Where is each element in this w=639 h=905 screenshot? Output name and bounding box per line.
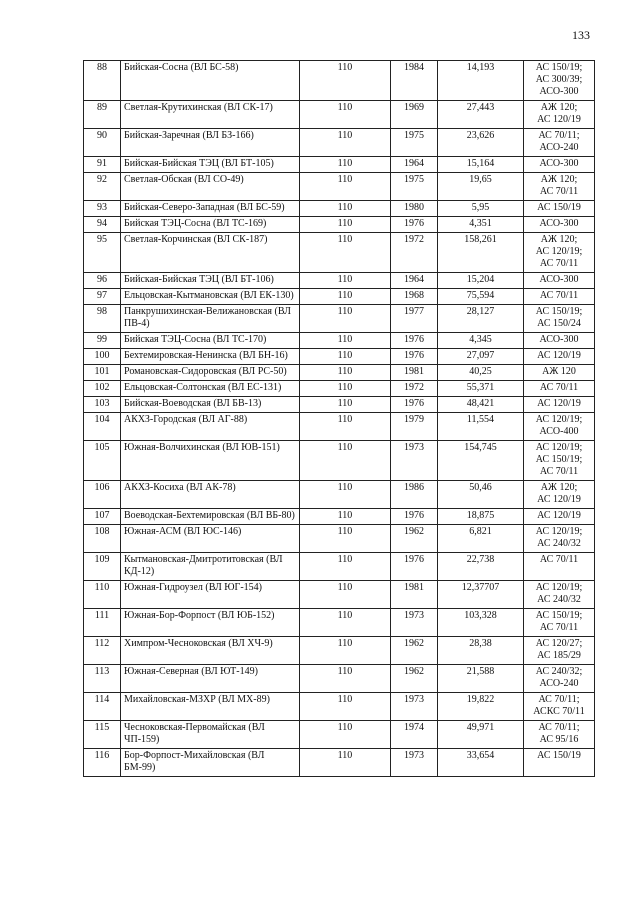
length-cell: 5,95 bbox=[438, 201, 524, 217]
table-row bbox=[84, 157, 595, 173]
voltage-cell: 110 bbox=[300, 525, 391, 553]
wire-type-cell: АЖ 120; АС 70/11 bbox=[524, 173, 595, 201]
year-cell: 1981 bbox=[391, 365, 438, 381]
length-cell: 75,594 bbox=[438, 289, 524, 305]
year-cell: 1974 bbox=[391, 721, 438, 749]
wire-type-cell: АС 70/11 bbox=[524, 381, 595, 397]
year-cell: 1962 bbox=[391, 637, 438, 665]
wire-type-cell: АС 150/19; АС 300/39; АСО-300 bbox=[524, 61, 595, 101]
table-row bbox=[84, 349, 595, 365]
wire-type-cell: АС 120/19; АС 240/32 bbox=[524, 581, 595, 609]
row-number-cell: 114 bbox=[84, 693, 121, 721]
year-cell: 1975 bbox=[391, 173, 438, 201]
length-cell: 103,328 bbox=[438, 609, 524, 637]
row-number-cell: 115 bbox=[84, 721, 121, 749]
wire-type-cell: АС 120/19 bbox=[524, 349, 595, 365]
row-number-cell: 88 bbox=[84, 61, 121, 101]
wire-type-cell: АСО-300 bbox=[524, 217, 595, 233]
length-cell: 11,554 bbox=[438, 413, 524, 441]
wire-type-cell: АС 120/27; АС 185/29 bbox=[524, 637, 595, 665]
year-cell: 1962 bbox=[391, 525, 438, 553]
table-row bbox=[84, 201, 595, 217]
table-row bbox=[84, 609, 595, 637]
line-name-cell: Южная-Волчихинская (ВЛ ЮВ-151) bbox=[121, 441, 300, 481]
voltage-cell: 110 bbox=[300, 609, 391, 637]
year-cell: 1964 bbox=[391, 273, 438, 289]
length-cell: 23,626 bbox=[438, 129, 524, 157]
row-number-cell: 110 bbox=[84, 581, 121, 609]
voltage-cell: 110 bbox=[300, 397, 391, 413]
voltage-cell: 110 bbox=[300, 101, 391, 129]
row-number-cell: 102 bbox=[84, 381, 121, 397]
row-number-cell: 105 bbox=[84, 441, 121, 481]
wire-type-cell: АС 150/19; АС 150/24 bbox=[524, 305, 595, 333]
line-name-cell: Бехтемировская-Ненинска (ВЛ БН-16) bbox=[121, 349, 300, 365]
length-cell: 12,37707 bbox=[438, 581, 524, 609]
year-cell: 1973 bbox=[391, 441, 438, 481]
voltage-cell: 110 bbox=[300, 413, 391, 441]
length-cell: 4,345 bbox=[438, 333, 524, 349]
table-row bbox=[84, 381, 595, 397]
year-cell: 1976 bbox=[391, 509, 438, 525]
line-name-cell: Ельцовская-Кытмановская (ВЛ ЕК-130) bbox=[121, 289, 300, 305]
year-cell: 1964 bbox=[391, 157, 438, 173]
wire-type-cell: АС 120/19 bbox=[524, 509, 595, 525]
year-cell: 1972 bbox=[391, 381, 438, 397]
table-row bbox=[84, 61, 595, 101]
length-cell: 14,193 bbox=[438, 61, 524, 101]
length-cell: 19,822 bbox=[438, 693, 524, 721]
table-row bbox=[84, 441, 595, 481]
row-number-cell: 100 bbox=[84, 349, 121, 365]
year-cell: 1976 bbox=[391, 397, 438, 413]
length-cell: 40,25 bbox=[438, 365, 524, 381]
row-number-cell: 108 bbox=[84, 525, 121, 553]
page-number: 133 bbox=[572, 28, 590, 42]
length-cell: 19,65 bbox=[438, 173, 524, 201]
line-name-cell: Бийская-Северо-Западная (ВЛ БС-59) bbox=[121, 201, 300, 217]
length-cell: 15,204 bbox=[438, 273, 524, 289]
row-number-cell: 101 bbox=[84, 365, 121, 381]
voltage-cell: 110 bbox=[300, 129, 391, 157]
voltage-cell: 110 bbox=[300, 481, 391, 509]
row-number-cell: 104 bbox=[84, 413, 121, 441]
year-cell: 1972 bbox=[391, 233, 438, 273]
voltage-cell: 110 bbox=[300, 201, 391, 217]
year-cell: 1976 bbox=[391, 217, 438, 233]
year-cell: 1962 bbox=[391, 665, 438, 693]
row-number-cell: 116 bbox=[84, 749, 121, 777]
row-number-cell: 90 bbox=[84, 129, 121, 157]
wire-type-cell: АЖ 120 bbox=[524, 365, 595, 381]
row-number-cell: 92 bbox=[84, 173, 121, 201]
line-name-cell: АКХЗ-Городская (ВЛ АГ-88) bbox=[121, 413, 300, 441]
table-row bbox=[84, 217, 595, 233]
wire-type-cell: АЖ 120; АС 120/19 bbox=[524, 481, 595, 509]
wire-type-cell: АС 70/11; АСО-240 bbox=[524, 129, 595, 157]
row-number-cell: 111 bbox=[84, 609, 121, 637]
line-name-cell: Бийская ТЭЦ-Сосна (ВЛ ТС-170) bbox=[121, 333, 300, 349]
wire-type-cell: АС 150/19 bbox=[524, 749, 595, 777]
voltage-cell: 110 bbox=[300, 553, 391, 581]
table-row bbox=[84, 365, 595, 381]
length-cell: 28,38 bbox=[438, 637, 524, 665]
wire-type-cell: АС 120/19 bbox=[524, 397, 595, 413]
year-cell: 1984 bbox=[391, 61, 438, 101]
table-row bbox=[84, 553, 595, 581]
line-name-cell: Воеводская-Бехтемировская (ВЛ ВБ-80) bbox=[121, 509, 300, 525]
year-cell: 1973 bbox=[391, 693, 438, 721]
length-cell: 49,971 bbox=[438, 721, 524, 749]
voltage-cell: 110 bbox=[300, 441, 391, 481]
line-name-cell: Бийская-Бийская ТЭЦ (ВЛ БТ-105) bbox=[121, 157, 300, 173]
line-name-cell: Светлая-Корчинская (ВЛ СК-187) bbox=[121, 233, 300, 273]
line-name-cell: Михайловская-МЗХР (ВЛ МХ-89) bbox=[121, 693, 300, 721]
table-row bbox=[84, 637, 595, 665]
year-cell: 1973 bbox=[391, 609, 438, 637]
wire-type-cell: АЖ 120; АС 120/19 bbox=[524, 101, 595, 129]
line-name-cell: Бийская-Бийская ТЭЦ (ВЛ БТ-106) bbox=[121, 273, 300, 289]
voltage-cell: 110 bbox=[300, 693, 391, 721]
row-number-cell: 103 bbox=[84, 397, 121, 413]
row-number-cell: 113 bbox=[84, 665, 121, 693]
line-name-cell: Чесноковская-Первомайская (ВЛ ЧП-159) bbox=[121, 721, 300, 749]
voltage-cell: 110 bbox=[300, 581, 391, 609]
line-name-cell: Светлая-Крутихинская (ВЛ СК-17) bbox=[121, 101, 300, 129]
voltage-cell: 110 bbox=[300, 365, 391, 381]
wire-type-cell: АС 120/19; АС 150/19; АС 70/11 bbox=[524, 441, 595, 481]
line-name-cell: Южная-АСМ (ВЛ ЮС-146) bbox=[121, 525, 300, 553]
line-name-cell: Химпром-Чесноковская (ВЛ ХЧ-9) bbox=[121, 637, 300, 665]
wire-type-cell: АСО-300 bbox=[524, 273, 595, 289]
voltage-cell: 110 bbox=[300, 749, 391, 777]
table-row bbox=[84, 749, 595, 777]
line-name-cell: Южная-Гидроузел (ВЛ ЮГ-154) bbox=[121, 581, 300, 609]
year-cell: 1969 bbox=[391, 101, 438, 129]
line-name-cell: Кытмановская-Дмитротитовская (ВЛ КД-12) bbox=[121, 553, 300, 581]
length-cell: 27,097 bbox=[438, 349, 524, 365]
length-cell: 154,745 bbox=[438, 441, 524, 481]
year-cell: 1980 bbox=[391, 201, 438, 217]
table-row bbox=[84, 525, 595, 553]
year-cell: 1977 bbox=[391, 305, 438, 333]
length-cell: 4,351 bbox=[438, 217, 524, 233]
year-cell: 1968 bbox=[391, 289, 438, 305]
length-cell: 55,371 bbox=[438, 381, 524, 397]
voltage-cell: 110 bbox=[300, 273, 391, 289]
row-number-cell: 106 bbox=[84, 481, 121, 509]
line-name-cell: Южная-Бор-Форпост (ВЛ ЮБ-152) bbox=[121, 609, 300, 637]
table-row bbox=[84, 581, 595, 609]
voltage-cell: 110 bbox=[300, 157, 391, 173]
table-row bbox=[84, 273, 595, 289]
voltage-cell: 110 bbox=[300, 381, 391, 397]
year-cell: 1979 bbox=[391, 413, 438, 441]
length-cell: 48,421 bbox=[438, 397, 524, 413]
wire-type-cell: АС 70/11 bbox=[524, 553, 595, 581]
wire-type-cell: АС 150/19; АС 70/11 bbox=[524, 609, 595, 637]
table-row bbox=[84, 481, 595, 509]
voltage-cell: 110 bbox=[300, 637, 391, 665]
length-cell: 6,821 bbox=[438, 525, 524, 553]
row-number-cell: 89 bbox=[84, 101, 121, 129]
table-row bbox=[84, 693, 595, 721]
year-cell: 1973 bbox=[391, 749, 438, 777]
year-cell: 1976 bbox=[391, 349, 438, 365]
length-cell: 18,875 bbox=[438, 509, 524, 525]
line-name-cell: Бийская-Заречная (ВЛ БЗ-166) bbox=[121, 129, 300, 157]
wire-type-cell: АС 70/11; АСКС 70/11 bbox=[524, 693, 595, 721]
row-number-cell: 94 bbox=[84, 217, 121, 233]
voltage-cell: 110 bbox=[300, 233, 391, 273]
power-lines-table bbox=[83, 60, 595, 777]
wire-type-cell: АС 120/19; АСО-400 bbox=[524, 413, 595, 441]
line-name-cell: Бор-Форпост-Михайловская (ВЛ БМ-99) bbox=[121, 749, 300, 777]
table-row bbox=[84, 289, 595, 305]
row-number-cell: 99 bbox=[84, 333, 121, 349]
length-cell: 33,654 bbox=[438, 749, 524, 777]
line-name-cell: Светлая-Обская (ВЛ СО-49) bbox=[121, 173, 300, 201]
line-name-cell: Бийская-Сосна (ВЛ БС-58) bbox=[121, 61, 300, 101]
table-row bbox=[84, 233, 595, 273]
year-cell: 1975 bbox=[391, 129, 438, 157]
wire-type-cell: АЖ 120; АС 120/19; АС 70/11 bbox=[524, 233, 595, 273]
row-number-cell: 93 bbox=[84, 201, 121, 217]
line-name-cell: Бийская ТЭЦ-Сосна (ВЛ ТС-169) bbox=[121, 217, 300, 233]
row-number-cell: 109 bbox=[84, 553, 121, 581]
year-cell: 1976 bbox=[391, 333, 438, 349]
table-row bbox=[84, 397, 595, 413]
voltage-cell: 110 bbox=[300, 333, 391, 349]
row-number-cell: 107 bbox=[84, 509, 121, 525]
length-cell: 50,46 bbox=[438, 481, 524, 509]
table-row bbox=[84, 305, 595, 333]
row-number-cell: 91 bbox=[84, 157, 121, 173]
voltage-cell: 110 bbox=[300, 305, 391, 333]
row-number-cell: 95 bbox=[84, 233, 121, 273]
wire-type-cell: АС 240/32; АСО-240 bbox=[524, 665, 595, 693]
voltage-cell: 110 bbox=[300, 61, 391, 101]
line-name-cell: Панкрушихинская-Велижановская (ВЛ ПВ-4) bbox=[121, 305, 300, 333]
table-row bbox=[84, 413, 595, 441]
voltage-cell: 110 bbox=[300, 721, 391, 749]
table-row bbox=[84, 509, 595, 525]
row-number-cell: 98 bbox=[84, 305, 121, 333]
length-cell: 22,738 bbox=[438, 553, 524, 581]
table-body bbox=[84, 61, 595, 777]
wire-type-cell: АС 70/11; АС 95/16 bbox=[524, 721, 595, 749]
wire-type-cell: АС 70/11 bbox=[524, 289, 595, 305]
line-name-cell: Романовская-Сидоровская (ВЛ РС-50) bbox=[121, 365, 300, 381]
voltage-cell: 110 bbox=[300, 665, 391, 693]
wire-type-cell: АС 150/19 bbox=[524, 201, 595, 217]
line-name-cell: Южная-Северная (ВЛ ЮТ-149) bbox=[121, 665, 300, 693]
year-cell: 1981 bbox=[391, 581, 438, 609]
length-cell: 21,588 bbox=[438, 665, 524, 693]
year-cell: 1986 bbox=[391, 481, 438, 509]
table-row bbox=[84, 101, 595, 129]
table-row bbox=[84, 333, 595, 349]
row-number-cell: 97 bbox=[84, 289, 121, 305]
voltage-cell: 110 bbox=[300, 173, 391, 201]
line-name-cell: Ельцовская-Солтонская (ВЛ ЕС-131) bbox=[121, 381, 300, 397]
length-cell: 27,443 bbox=[438, 101, 524, 129]
table-row bbox=[84, 721, 595, 749]
length-cell: 15,164 bbox=[438, 157, 524, 173]
year-cell: 1976 bbox=[391, 553, 438, 581]
table-row bbox=[84, 665, 595, 693]
wire-type-cell: АСО-300 bbox=[524, 333, 595, 349]
line-name-cell: Бийская-Воеводская (ВЛ БВ-13) bbox=[121, 397, 300, 413]
wire-type-cell: АСО-300 bbox=[524, 157, 595, 173]
table-row bbox=[84, 173, 595, 201]
voltage-cell: 110 bbox=[300, 217, 391, 233]
wire-type-cell: АС 120/19; АС 240/32 bbox=[524, 525, 595, 553]
line-name-cell: АКХЗ-Косиха (ВЛ АК-78) bbox=[121, 481, 300, 509]
length-cell: 28,127 bbox=[438, 305, 524, 333]
table-row bbox=[84, 129, 595, 157]
voltage-cell: 110 bbox=[300, 289, 391, 305]
voltage-cell: 110 bbox=[300, 349, 391, 365]
length-cell: 158,261 bbox=[438, 233, 524, 273]
row-number-cell: 112 bbox=[84, 637, 121, 665]
voltage-cell: 110 bbox=[300, 509, 391, 525]
row-number-cell: 96 bbox=[84, 273, 121, 289]
